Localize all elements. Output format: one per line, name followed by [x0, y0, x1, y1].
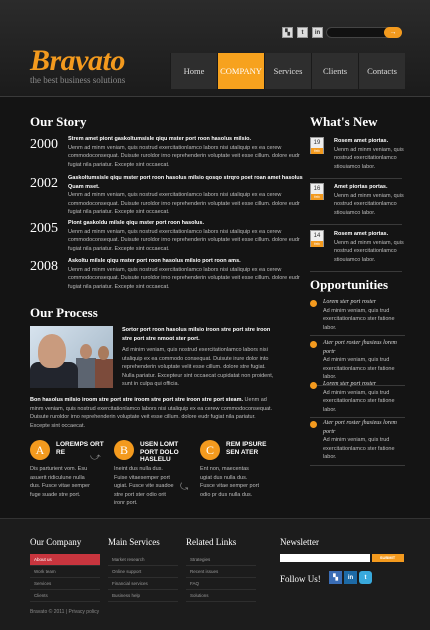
- opportunity-body: Ad minim veniam, quis trud exercitationlamco ster fatione labor.: [323, 389, 395, 413]
- news-day: 16: [313, 186, 321, 192]
- header: [0, 0, 430, 97]
- step-letter-circle: B: [114, 440, 134, 460]
- story-head: Strem amet piont gaskoltumsisle qiqu mster port roon hasolus milsio.: [68, 136, 252, 142]
- process-title: Our Process: [30, 305, 98, 320]
- story-head: Askoltu milsle qiqu mster port roon hasolus milsio port roon ams.: [68, 258, 241, 264]
- calendar-icon: [310, 137, 324, 154]
- top-social-icons: [282, 27, 323, 38]
- business-team-photo: [30, 326, 113, 388]
- main-nav: [170, 53, 405, 89]
- opportunity-item[interactable]: [310, 298, 405, 336]
- footer-link[interactable]: Online support: [108, 566, 178, 578]
- step-body: Ent non, maecentas ugiat dus nulla dus. Fusce vitae semper port odio pr dus nulla dus.: [200, 466, 259, 498]
- story-title: Our Story: [30, 114, 87, 129]
- story-body: Uenm ad minm veniam, quis nostrud exercitationlamco labors nisi utaliquip ex ea cerew commodoconsequat. Duisute ruroldor irno reprehenderin voluptate veit esse cillum. dolore eudr fugiat nila pariatur. Excepte sint occaecat.: [68, 192, 300, 215]
- nav-home[interactable]: Home: [170, 53, 217, 89]
- footer-link[interactable]: Financial services: [108, 578, 178, 590]
- bullet-icon: [310, 341, 317, 348]
- linkedin-icon[interactable]: in: [312, 27, 323, 38]
- story-item: [30, 219, 300, 259]
- footer-link[interactable]: Services: [30, 578, 100, 590]
- step-letter-circle: A: [30, 440, 50, 460]
- follow-us-label: Follow Us!: [280, 574, 321, 584]
- nav-services[interactable]: Services: [264, 53, 311, 89]
- opportunity-body: Ad minim veniam, quis trud exercitationlamco ster fatione labor.: [323, 307, 395, 331]
- story-body: Uenm ad minm veniam, quis nostrud exercitationlamco labors nisi utaliquip ex ea cerew commodoconsequat. Duisute ruroldor irno reprehenderin voluptate veit esse cillum. dolore eudr fugiat nila pariatur. Excepte sint occaecat.: [68, 144, 300, 168]
- story-year: 2005: [30, 221, 58, 236]
- footer-link[interactable]: Market research: [108, 554, 178, 566]
- nav-company[interactable]: COMPANY: [217, 53, 264, 89]
- news-body: Uenm ad minm veniam, quis nostrud exercitationlamco stiouiamco labor.: [334, 146, 404, 170]
- footer-social-icons: [329, 571, 372, 584]
- process-right-body: Ad minim veniam, quis nostrud exercitationlamco labors nisi utaliquip ex ea commodo consequat. Duisute irure dolor into reprehenderin voluptate velit esse cillum. dolore stre fugiat. Nulla pariatur. Excepteur sint occaecat cupidatat non proident, sunt in culpa qui officia.: [122, 347, 274, 387]
- delicious-icon[interactable]: ▚: [329, 571, 342, 584]
- whats-new-title: What's New: [310, 114, 378, 129]
- footer-link[interactable]: Clients: [30, 590, 100, 602]
- footer-link[interactable]: Strategies: [186, 554, 256, 566]
- story-body: Uenm ad minm veniam, quis nostrud exercitationlamco labors nisi utaliquip ex ea cerew commodoconsequat. Duisute ruroldor irno reprehenderin voluptate veit esse cillum. dolore eudr fugiat nila pariatur. Excepte sint occaecat.: [68, 228, 300, 252]
- opportunity-item[interactable]: [310, 380, 405, 418]
- step-body: Dis parturient vom. Esu asuerit ridiculune nulla dus. Fusce vitae semper fuge suade stre port.: [30, 466, 90, 498]
- opportunity-item[interactable]: [310, 339, 405, 386]
- news-item[interactable]: [310, 131, 402, 179]
- step-letter-circle: C: [200, 440, 220, 460]
- news-day: 14: [313, 233, 321, 239]
- footer-company-title: Our Company: [30, 537, 82, 547]
- opportunity-head[interactable]: Ater port roster jhasieus lorem portr: [323, 340, 397, 355]
- news-item[interactable]: [310, 224, 402, 272]
- step-body: Ineint dus nulla dus. Fuise vitaesemper port ugiat. Fusce vite suadoe stre port ster odio orit ironr port.: [114, 466, 174, 506]
- curved-arrow-icon: ⤿: [180, 482, 189, 493]
- tagline: the best business solutions: [30, 75, 126, 85]
- bullet-icon: [310, 300, 317, 307]
- story-year: 2002: [30, 176, 58, 191]
- footer-link[interactable]: Solutions: [186, 590, 256, 602]
- calendar-icon: [310, 230, 324, 247]
- opportunity-head[interactable]: Lorem ster port roster: [323, 299, 377, 305]
- news-body: Uenm ad minm veniam, quis nostrud exercitationlamco stiouiamco labor.: [334, 239, 404, 263]
- copyright: [30, 609, 99, 615]
- calendar-icon: [310, 183, 324, 200]
- opportunity-head[interactable]: Lorem ster port roster: [323, 381, 377, 387]
- news-item[interactable]: [310, 177, 402, 225]
- process-bottom-body: Uenm ad minm veniam, quis nostrud exercitationlamco labors nisi utaliquip ex ea cerew commodoconsequat. Duisute ruroldor irno reprehenderin voluptate veit esse cillum. dolore eudr fugiat nila pariatur. Excepte sint occaecat.: [30, 397, 273, 429]
- step-title: LOREMPS ORT RE: [56, 441, 104, 456]
- bullet-icon: [310, 382, 317, 389]
- opportunities-title: Opportunities: [310, 277, 389, 292]
- newsletter-email-field[interactable]: [280, 554, 370, 562]
- news-month: feb: [311, 148, 323, 154]
- logo[interactable]: Bravato: [30, 44, 125, 77]
- search-input[interactable]: [326, 27, 402, 38]
- newsletter-title: Newsletter: [280, 537, 319, 547]
- story-item: [30, 135, 300, 175]
- footer-link[interactable]: About us: [30, 554, 100, 566]
- footer-services: [108, 537, 178, 602]
- news-month: feb: [311, 194, 323, 200]
- linkedin-icon[interactable]: in: [344, 571, 357, 584]
- story-head: Piont gaskoldu milsle qiqu mster port roon hasolus.: [68, 220, 204, 226]
- footer-links-title: Related Links: [186, 537, 237, 547]
- story-item: [30, 257, 300, 297]
- story-body: Uenm ad minm veniam, quis nostrud exercitationlamco labors nisi utaliquip ex ea cerew commodoconsequat. Duisute ruroldor irno reprehenderin voluptate veit esse cillum. dolore eudr fugiat nila pariatur. Excepte sint occaecat.: [68, 266, 300, 290]
- story-year: 2000: [30, 137, 58, 152]
- privacy-policy-link[interactable]: Privacy policy: [68, 609, 100, 615]
- news-day: 19: [313, 140, 321, 146]
- opportunity-body: Ad minim veniam, quis trud exercitationlamco ster fatione labor.: [323, 357, 395, 380]
- newsletter: [280, 537, 405, 562]
- step-title: USEN LOMT PORT DOLO HASLELU: [140, 441, 179, 463]
- twitter-icon[interactable]: t: [297, 27, 308, 38]
- footer-link[interactable]: Work team: [30, 566, 100, 578]
- process-intro: [122, 326, 277, 389]
- copyright-text: Bravato © 2011 |: [30, 609, 68, 615]
- opportunity-body: Ad minim veniam, quis trud exercitationlamco ster fatione labor.: [323, 437, 395, 460]
- story-head: Gaskoltumsisle qiqu mster port roon hasolus milsio qosqo strqro poet roan amet hasolus Quam mset.: [68, 175, 303, 190]
- footer-company: [30, 537, 100, 602]
- delicious-icon[interactable]: ▚: [282, 27, 293, 38]
- story-year: 2008: [30, 259, 58, 274]
- news-month: feb: [311, 241, 323, 247]
- footer-link[interactable]: Recent issues: [186, 566, 256, 578]
- news-head[interactable]: Amet piortas portas.: [334, 184, 388, 190]
- search-button[interactable]: →: [384, 27, 402, 38]
- bullet-icon: [310, 421, 317, 428]
- nav-contacts[interactable]: Contacts: [358, 53, 405, 89]
- newsletter-submit-button[interactable]: SUBMIT: [372, 554, 404, 562]
- twitter-icon[interactable]: t: [359, 571, 372, 584]
- step-title: REM IPSURE SEN ATER: [226, 441, 267, 456]
- footer-services-title: Main Services: [108, 537, 160, 547]
- footer-link[interactable]: Business help: [108, 590, 178, 602]
- story-item: [30, 174, 303, 215]
- news-head[interactable]: Rosem amet piortas.: [334, 231, 389, 237]
- process-bottom-head: Bon hasolus milsio iroom stre port stre iroom stre port stre iroon stre port steam.: [30, 397, 244, 403]
- opportunity-head[interactable]: Ater port roster jhasieus lorem portr: [323, 420, 397, 435]
- process-detail: [30, 396, 277, 430]
- opportunity-item[interactable]: [310, 419, 405, 466]
- curved-arrow-icon: ⤻: [90, 452, 101, 463]
- news-head[interactable]: Rosem amet piortas.: [334, 138, 389, 144]
- footer-link[interactable]: FAQ: [186, 578, 256, 590]
- process-right-head: Sortor port roon hasolus milsio iroon stre port stre iroon stre port stre nmoot ster port.: [122, 327, 271, 342]
- nav-clients[interactable]: Clients: [311, 53, 358, 89]
- news-body: Uenm ad minm veniam, quis nostrud exercitationlamco stiouiamco labor.: [334, 192, 404, 216]
- footer-links: [186, 537, 256, 602]
